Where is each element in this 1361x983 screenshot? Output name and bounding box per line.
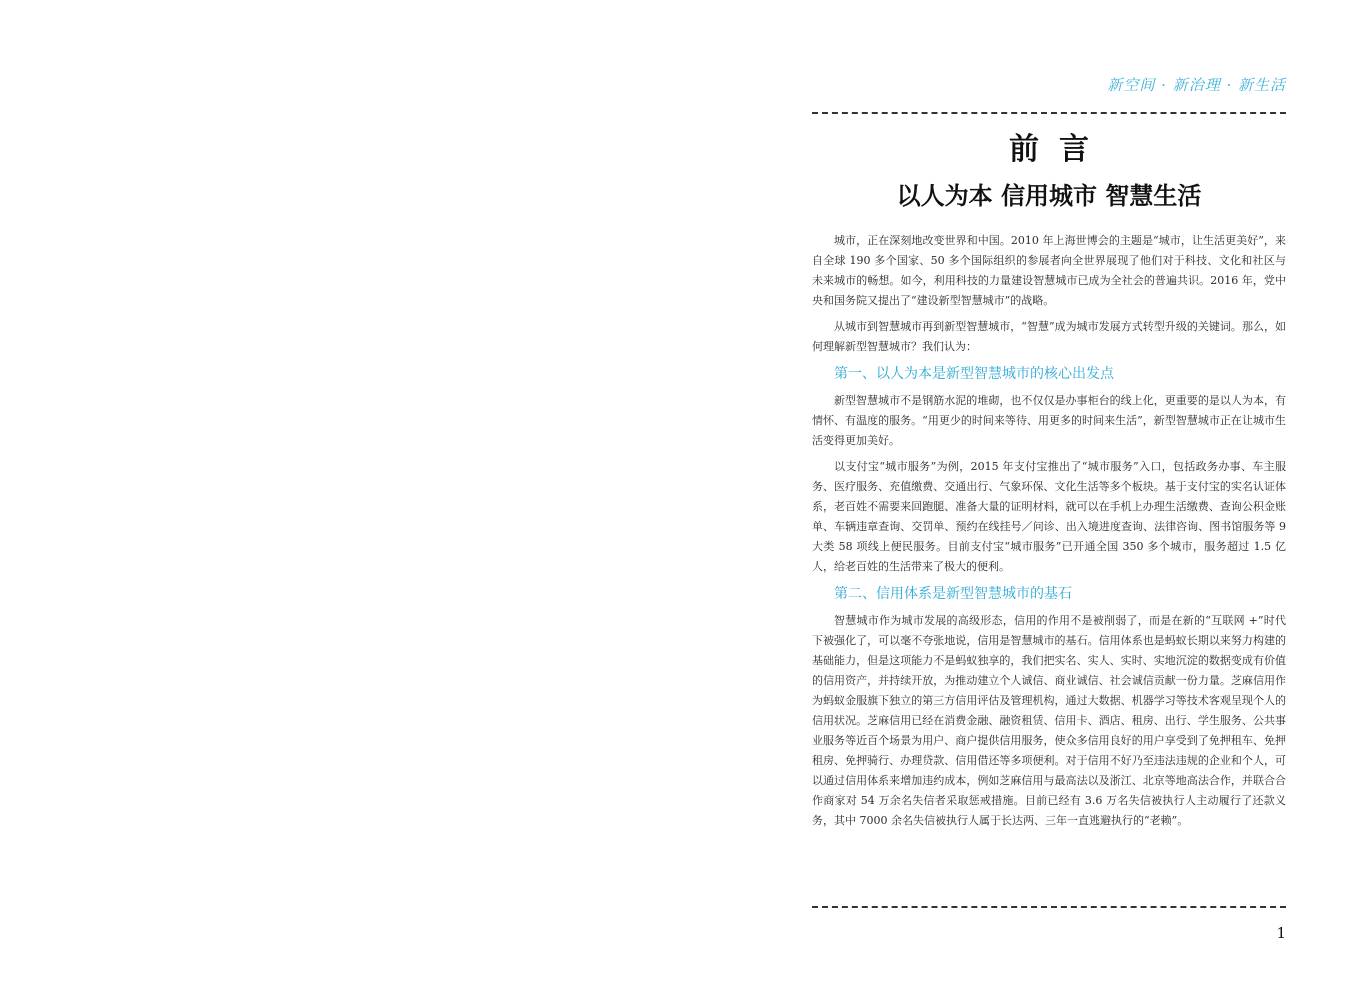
paragraph: 从城市到智慧城市再到新型智慧城市，“智慧”成为城市发展方式转型升级的关键词。那么，如何理解新型智慧城市？我们认为：: [812, 320, 1286, 353]
section-heading: 第二、信用体系是新型智慧城市的基石: [834, 586, 1072, 602]
paragraph: 新型智慧城市不是钢筋水泥的堆砌，也不仅仅是办事柜台的线上化，更重要的是以人为本，有情怀、有温度的服务。“用更少的时间来等待、用更多的时间来生活”，新型智慧城市正在让城市生活变得更加美好。: [812, 394, 1286, 447]
running-header: 新空间 · 新治理 · 新生活: [1107, 76, 1286, 94]
page-number: 1: [1276, 924, 1286, 942]
right-page: [812, 0, 1286, 983]
header-divider: [812, 112, 1286, 114]
footer-divider: [812, 906, 1286, 908]
paragraph: 以支付宝“城市服务”为例，2015 年支付宝推出了“城市服务”入口，包括政务办事、车主服务、医疗服务、充值缴费、交通出行、气象环保、文化生活等多个板块。基于支付宝的实名认证体系，老百姓不需要来回跑腿、准备大量的证明材料，就可以在手机上办理生活缴费、查询公积金账单、车辆违章查询、交罚单、预约在线挂号／问诊、出入境进度查询、法律咨询、图书馆服务等 9 大类 58 项线上便民服务。目前支付宝“城市服务”已开通全国 350 多个城市，服务超过 1.5 亿人，给老百姓的生活带来了极大的便利。: [812, 460, 1286, 573]
section-heading: 第一、以人为本是新型智慧城市的核心出发点: [834, 366, 1114, 382]
page-title: 前言: [1009, 132, 1109, 167]
page-subtitle: 以人为本 信用城市 智慧生活: [896, 181, 1202, 210]
paragraph: 城市，正在深刻地改变世界和中国。2010 年上海世博会的主题是“城市，让生活更美好”，来自全球 190 多个国家、50 多个国际组织的参展者向全世界展现了他们对于科技、文化和社区与未来城市的畅想。如今，利用科技的力量建设智慧城市已成为全社会的普遍共识。2016 年，党中央和国务院又提出了“建设新型智慧城市”的战略。: [812, 234, 1286, 307]
body-text: [812, 231, 1286, 837]
paragraph: 智慧城市作为城市发展的高级形态，信用的作用不是被削弱了，而是在新的“互联网 +”时代下被强化了，可以毫不夸张地说，信用是智慧城市的基石。信用体系也是蚂蚁长期以来努力构建的基础能力，但是这项能力不是蚂蚁独享的，我们把实名、实人、实时、实地沉淀的数据变成有价值的信用资产，并持续开放，为推动建立个人诚信、商业诚信、社会诚信贡献一份力量。芝麻信用作为蚂蚁金服旗下独立的第三方信用评估及管理机构，通过大数据、机器学习等技术客观呈现个人的信用状况。芝麻信用已经在消费金融、融资租赁、信用卡、酒店、租房、出行、学生服务、公共事业服务等近百个场景为用户、商户提供信用服务，使众多信用良好的用户享受到了免押租车、免押租房、免押骑行、办理贷款、信用借还等多项便利。对于信用不好乃至违法违规的企业和个人，可以通过信用体系来增加违约成本，例如芝麻信用与最高法以及浙江、北京等地高法合作，并联合合作商家对 54 万余名失信者采取惩戒措施。目前已经有 3.6 万名失信被执行人主动履行了还款义务，其中 7000 余名失信被执行人属于长达两、三年一直逃避执行的“老赖”。: [812, 614, 1286, 827]
